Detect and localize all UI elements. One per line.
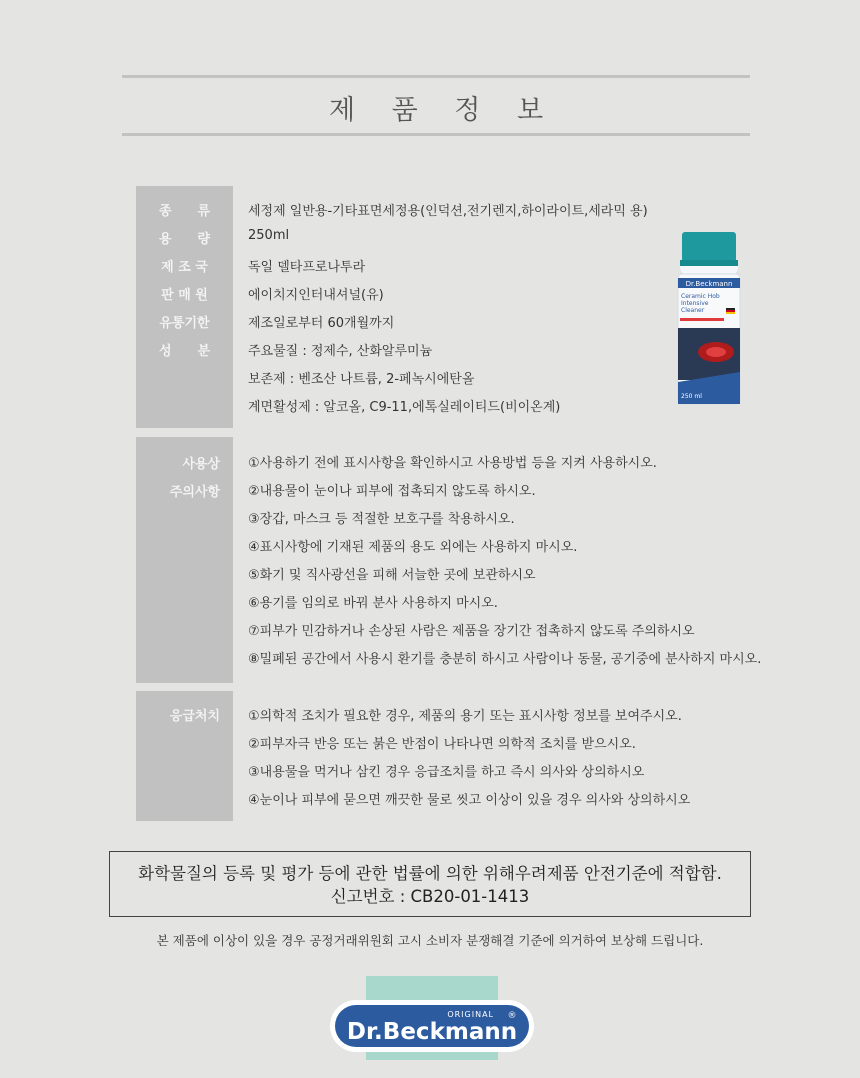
title-top-rule	[122, 75, 750, 78]
bottle-name-line3: Cleaner	[681, 307, 705, 314]
emergency-item: ①의학적 조치가 필요한 경우, 제품의 용기 또는 표시사항 정보를 보여주시오.	[248, 709, 682, 724]
info-label-volume: 용 량	[158, 232, 211, 247]
bottle-name-line2: Intensive	[681, 300, 709, 307]
caution-label-line2: 주의사항	[169, 485, 220, 500]
info-value-surfactant: 계면활성제 : 알코올, C9-11,에톡실레이티드(비이온계)	[248, 400, 561, 415]
caution-item: ②내용물이 눈이나 피부에 접촉되지 않도록 하시오.	[248, 484, 536, 499]
safety-notice-box	[109, 851, 751, 917]
caution-label-column	[136, 437, 233, 683]
bottle-name-line1: Ceramic Hob	[681, 293, 720, 300]
bottle-volume-text: 250 ml	[681, 393, 702, 400]
info-label-ingredients: 성 분	[158, 344, 211, 359]
safety-notice-line1: 화학물질의 등록 및 평가 등에 관한 법률에 의한 위해우려제품 안전기준에 적합함.	[138, 864, 722, 883]
info-value-volume: 250ml	[248, 228, 290, 243]
info-value-expiry: 제조일로부터 60개월까지	[248, 316, 395, 331]
info-value-preservative: 보존제 : 벤조산 나트륨, 2-페녹시에탄올	[248, 372, 475, 387]
bottle-brand-text: Dr.Beckmann	[685, 280, 733, 288]
caution-item: ③장갑, 마스크 등 적절한 보호구를 착용하시오.	[248, 512, 515, 527]
info-label-origin: 제 조 국	[161, 260, 208, 275]
caution-item: ④표시사항에 기재된 제품의 용도 외에는 사용하지 마시오.	[248, 540, 578, 555]
emergency-label: 응급처치	[169, 709, 220, 724]
consumer-compensation-note: 본 제품에 이상이 있을 경우 공정거래위원회 고시 소비자 분쟁해결 기준에 의거하여 보상해 드립니다.	[156, 933, 704, 948]
logo-brand-text: Dr.Beckmann	[346, 1019, 518, 1045]
emergency-item: ②피부자극 반응 또는 붉은 반점이 나타나면 의학적 조치를 받으시오.	[248, 737, 636, 752]
info-value-origin: 독일 델타프로나투라	[248, 260, 366, 275]
caution-item: ⑤화기 및 직사광선을 피해 서늘한 곳에 보관하시오	[248, 568, 536, 583]
emergency-item: ③내용물을 먹거나 삼킨 경우 응급조치를 하고 즉시 의사와 상의하시오	[248, 765, 645, 780]
info-label-expiry: 유통기한	[159, 316, 210, 331]
info-value-ingredients: 주요물질 : 정제수, 산화알루미늄	[248, 344, 433, 359]
caution-item: ⑦피부가 민감하거나 손상된 사람은 제품을 장기간 접촉하지 않도록 주의하시오	[248, 624, 695, 639]
dr-beckmann-logo	[328, 976, 536, 1060]
info-value-seller: 에이치지인터내셔널(유)	[248, 288, 384, 303]
product-bottle-image	[676, 232, 742, 408]
safety-notice-registration: 신고번호 : CB20-01-1413	[330, 887, 530, 906]
title-bottom-rule	[122, 133, 750, 136]
logo-registered-mark: ®	[507, 1011, 517, 1021]
caution-item: ⑧밀폐된 공간에서 사용시 환기를 충분히 하시고 사람이나 동물, 공기중에 분사하지 마시오.	[248, 652, 762, 667]
info-value-type: 세정제 일반용-기타표면세정용(인덕션,전기렌지,하이라이트,세라믹 용)	[248, 204, 648, 219]
caution-item: ①사용하기 전에 표시사항을 확인하시고 사용방법 등을 지켜 사용하시오.	[248, 456, 657, 471]
caution-item: ⑥용기를 임의로 바꿔 분사 사용하지 마시오.	[248, 596, 498, 611]
info-label-column	[136, 186, 233, 428]
emergency-item: ④눈이나 피부에 묻으면 깨끗한 물로 씻고 이상이 있을 경우 의사와 상의하시오	[248, 793, 691, 808]
page-title: 제 품 정 보	[328, 95, 558, 126]
logo-original-text: ORIGINAL	[447, 1010, 494, 1019]
info-label-type: 종 류	[158, 204, 211, 219]
caution-label-line1: 사용상	[182, 457, 220, 472]
info-label-seller: 판 매 원	[161, 288, 208, 303]
